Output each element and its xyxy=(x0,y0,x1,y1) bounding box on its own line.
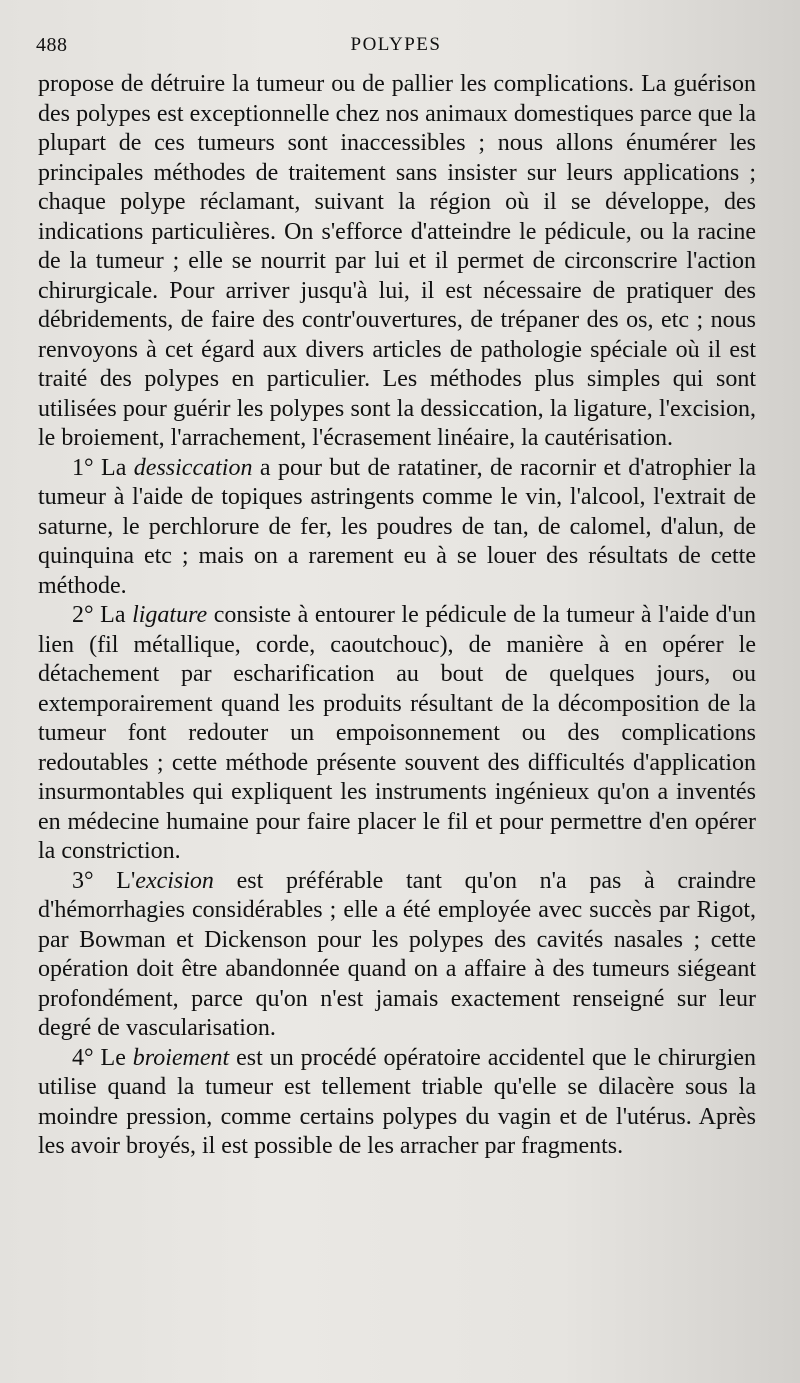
paragraph-text: est un procédé opératoire accidentel que le chirurgien utilise quand la tumeur est tellement triable qu'elle se dilacère sous la moindre pression, comme certains polypes du vagin et de l'utérus. Après les avoir broyés, il est possible de les arracher par fragments. xyxy=(38,1044,756,1159)
paragraph-prefix: 3° L' xyxy=(72,867,136,894)
paragraph-term: broiement xyxy=(132,1044,230,1071)
paragraph-prefix: 1° La xyxy=(72,454,134,481)
paragraph-text: est préférable tant qu'on n'a pas à craindre d'hémorrhagies considérables ; elle a été employée avec succès par Rigot, par Bowman et Dickenson pour les polypes des cavités nasales ; cette opération doit être abandonnée quand on a affaire à des tumeurs siégeant profondément, parce qu'on n'est jamais exactement renseigné sur leur degré de vascularisation. xyxy=(38,867,756,1041)
paragraph-excision xyxy=(38,867,756,1044)
paragraph-dessiccation xyxy=(38,454,756,602)
paragraph-term: dessiccation xyxy=(133,454,253,481)
paragraph-ligature xyxy=(38,601,756,867)
paragraph-text: a pour but de ratatiner, de racornir et d'atrophier la tumeur à l'aide de topiques astringents comme le vin, l'alcool, l'extrait de saturne, le perchlorure de fer, les poudres de tan, de calomel, d'alun, de quinquina etc ; mais on a rarement eu à se louer des résultats de cette méthode. xyxy=(38,454,756,599)
paragraph-term: excision xyxy=(135,867,214,894)
body-text xyxy=(38,70,756,1162)
paragraph-text: propose de détruire la tumeur ou de pallier les complications. La guérison des polypes est exceptionnelle chez nos animaux domestiques parce que la plupart de ces tumeurs sont inaccessibles ; nous allons énumérer les principales méthodes de traitement sans insister sur leurs applications ; chaque polype réclamant, suivant la région où il se développe, des indications particulières. On s'efforce d'atteindre le pédicule, ou la racine de la tumeur ; elle se nourrit par lui et il permet de circonscrire l'action chirurgicale. Pour arriver jusqu'à lui, il est nécessaire de pratiquer des débridements, de faire des contr'ouvertures, de trépaner des os, etc ; nous renvoyons à cet égard aux divers articles de pathologie spéciale où il est traité des polypes en particulier. Les méthodes plus simples qui sont utilisées pour guérir les polypes sont la dessiccation, la ligature, l'excision, le broiement, l'arrachement, l'écrasement linéaire, la cautérisation. xyxy=(38,71,756,451)
paragraph-broiement xyxy=(38,1044,756,1162)
paragraph-prefix: 4° Le xyxy=(72,1044,133,1071)
page-header xyxy=(36,34,756,58)
page-number: 488 xyxy=(36,34,68,56)
paragraph-text: consiste à entourer le pédicule de la tumeur à l'aide d'un lien (fil métallique, corde, caoutchouc), de manière à en opérer le détachement par escharification au bout de quelques jours, ou extemporairement quand les produits résultant de la décomposition de la tumeur font redouter un empoisonnement ou des complications redoutables ; cette méthode présente souvent des difficultés d'application insurmontables qui expliquent les instruments ingénieux qu'on a inventés en médecine humaine pour faire placer le fil et pour permettre d'en opérer la constriction. xyxy=(38,602,756,864)
paragraph-intro xyxy=(38,70,756,454)
paragraph-term: ligature xyxy=(132,602,208,628)
running-title: POLYPES xyxy=(350,34,442,55)
paragraph-prefix: 2° La xyxy=(72,602,133,628)
